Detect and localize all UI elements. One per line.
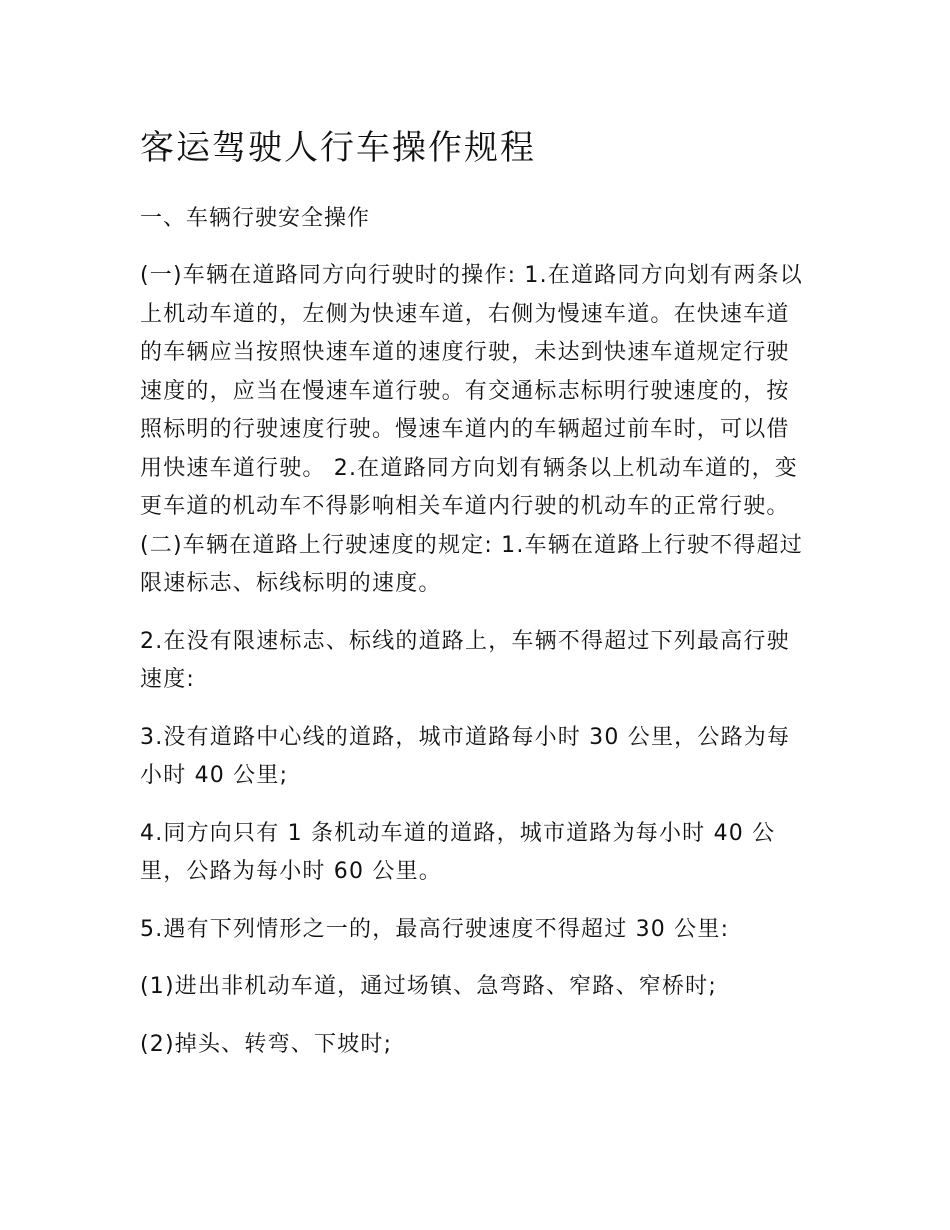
- paragraph-3: 3.没有道路中心线的道路，城市道路每小时 30 公里，公路为每小时 40 公里;: [140, 724, 791, 788]
- paragraph-2: 2.在没有限速标志、标线的道路上，车辆不得超过下列最高行驶速度:: [140, 628, 790, 692]
- document-page: [140, 126, 812, 1083]
- section-heading: 一、车辆行驶安全操作: [140, 206, 371, 231]
- paragraph-1: (一)车辆在道路同方向行驶时的操作: 1.在道路同方向划有两条以上机动车道的，左侧为快速车道，右侧为慢速车道。在快速车道的车辆应当按照快速车道的速度行驶，未达到快速车道规定行驶速度的，应当在慢速车道行驶。有交通标志标明行驶速度的，按照标明的行驶速度行驶。慢速车道内的车辆超过前车时，可以借用快速车道行驶。 2.在道路同方向划有辆条以上机动车道的，变更车道的机动车不得影响相关车道内行驶的机动车的正常行驶。 (二)车辆在道路上行驶速度的规定: 1.车辆在道路上行驶不得超过限速标志、标线标明的速度。: [140, 263, 803, 596]
- paragraph-5: 5.遇有下列情形之一的，最高行驶速度不得超过 30 公里:: [140, 916, 730, 942]
- paragraph-6: (1)进出非机动车道，通过场镇、急弯路、窄路、窄桥时;: [140, 974, 717, 999]
- paragraph-4: 4.同方向只有 1 条机动车道的道路，城市道路为每小时 40 公里，公路为每小时 60 公里。: [140, 820, 776, 884]
- document-title: 客运驾驶人行车操作规程: [140, 128, 536, 168]
- paragraph-7: (2)掉头、转弯、下坡时;: [140, 1031, 393, 1057]
